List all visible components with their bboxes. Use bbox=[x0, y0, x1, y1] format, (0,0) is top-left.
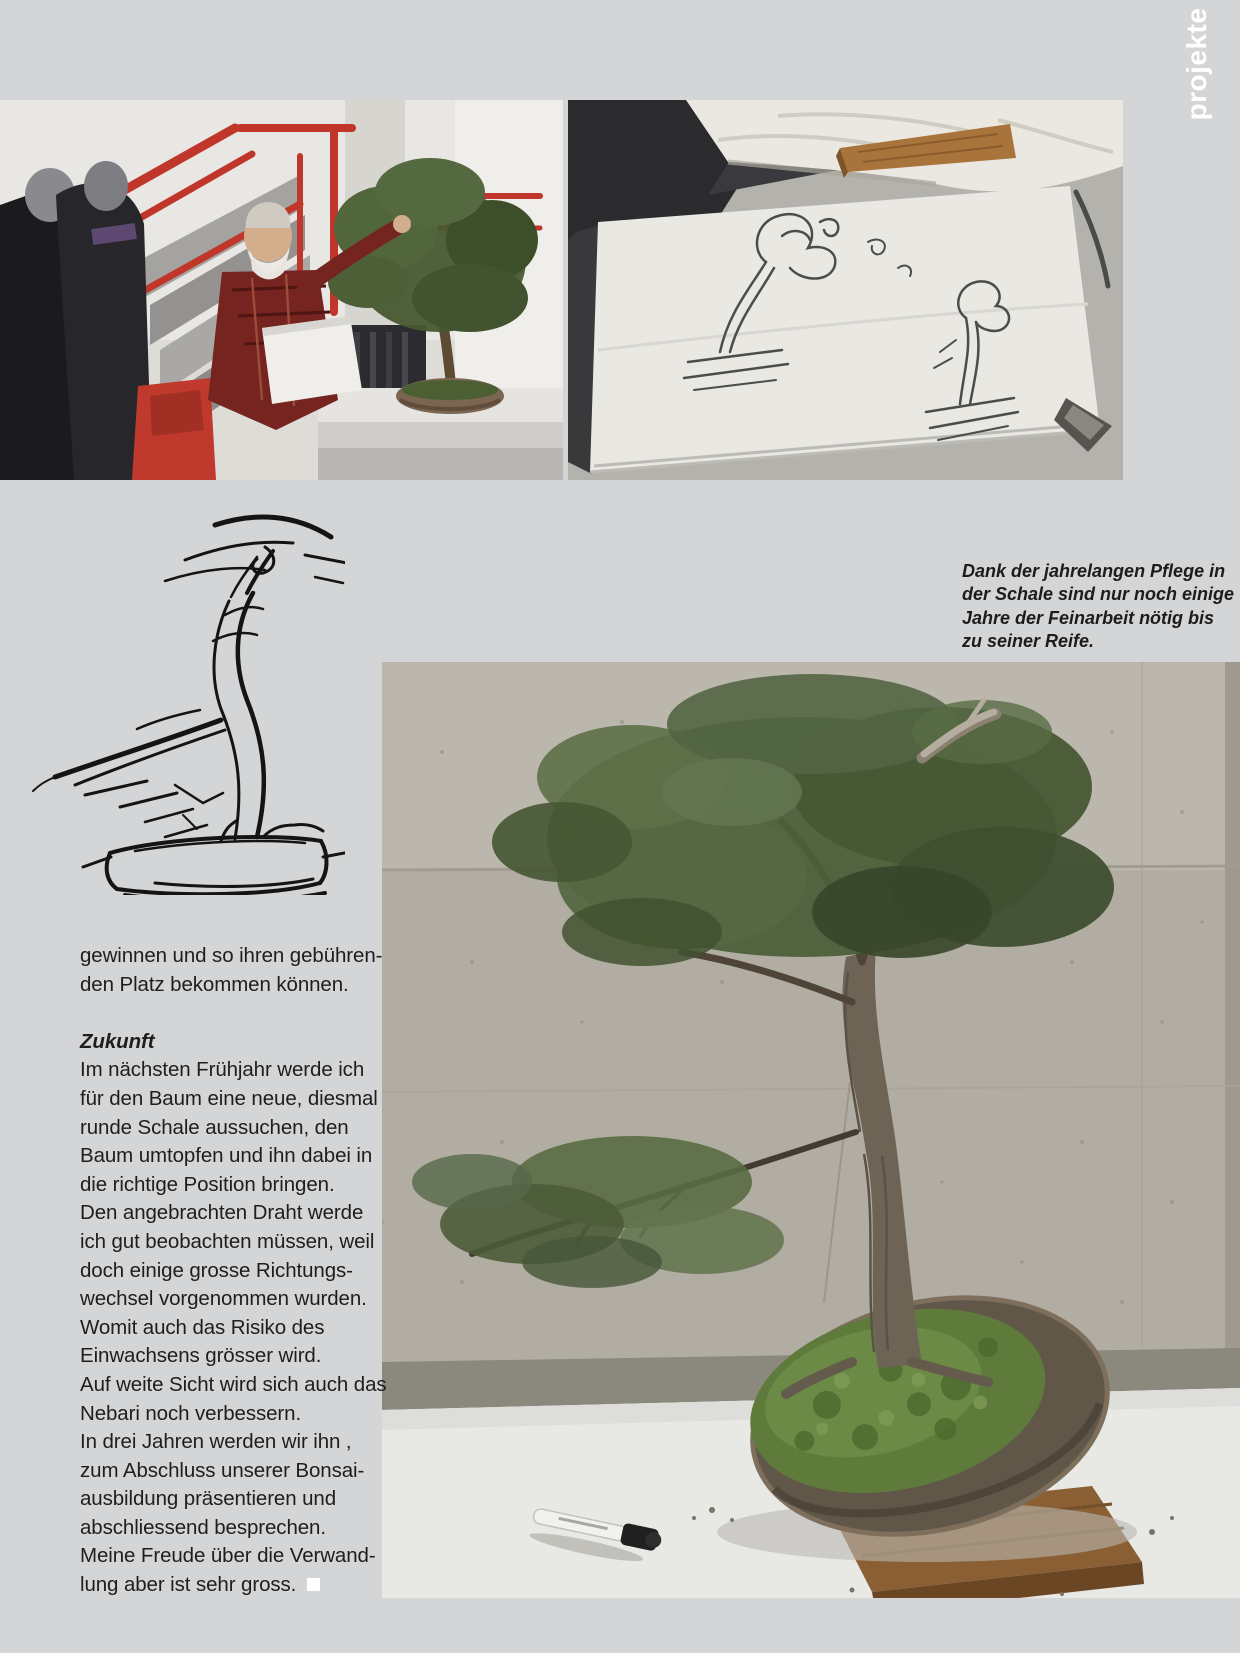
body-line: doch einige grosse Richtungs- bbox=[80, 1258, 353, 1282]
body-line: gewinnen und so ihren gebühren- bbox=[80, 944, 383, 967]
end-mark-square bbox=[307, 1578, 320, 1591]
body-line: wechsel vorgenommen wurden. bbox=[80, 1287, 367, 1311]
body-line: lung aber ist sehr gross. bbox=[80, 1573, 297, 1597]
red-chair bbox=[132, 378, 216, 480]
ink-design-sketch bbox=[25, 485, 345, 900]
photo-sketchpad-art bbox=[568, 100, 1123, 480]
body-line: Nebari noch verbessern. bbox=[80, 1401, 302, 1425]
body-line: Auf weite Sicht wird sich auch das bbox=[80, 1372, 387, 1396]
caption-line: Jahre der Feinarbeit nötig bis bbox=[962, 607, 1215, 628]
body-line: Im nächsten Frühjahr werde ich bbox=[80, 1058, 365, 1082]
wall-right-edge bbox=[1225, 662, 1240, 1372]
paragraph-spacer bbox=[80, 999, 392, 1028]
body-line: Baum umtopfen und ihn dabei in bbox=[80, 1144, 373, 1168]
photo-sketchpad bbox=[568, 100, 1123, 480]
body-line: Einwachsens grösser wird. bbox=[80, 1344, 322, 1368]
table-edge bbox=[318, 422, 563, 448]
body-text bbox=[80, 942, 392, 1600]
caption-line: Dank der jahrelangen Pflege in bbox=[962, 561, 1226, 581]
body-line: ausbildung präsentieren und bbox=[80, 1487, 337, 1511]
ink-design-sketch-art bbox=[25, 485, 345, 895]
photo-workshop-scene bbox=[0, 100, 563, 480]
sketch-strokes bbox=[33, 517, 345, 895]
body-line: den Platz bekommen können. bbox=[80, 972, 349, 996]
photo-workshop-scene-art bbox=[0, 100, 563, 480]
body-last-line bbox=[80, 1571, 392, 1600]
floor bbox=[318, 448, 563, 480]
caption-line: zu seiner Reife. bbox=[962, 630, 1095, 651]
body-line: abschliessend besprechen. bbox=[80, 1515, 326, 1539]
body-line: Meine Freude über die Verwand- bbox=[80, 1544, 376, 1568]
body-line: In drei Jahren werden wir ihn , bbox=[80, 1430, 352, 1454]
photo-bonsai-large bbox=[382, 662, 1240, 1598]
body-line: für den Baum eine neue, diesmal bbox=[80, 1086, 378, 1110]
side-label: projekte bbox=[1181, 7, 1212, 121]
section-heading: Zukunft bbox=[80, 1029, 155, 1053]
body-line: zum Abschluss unserer Bonsai- bbox=[80, 1458, 365, 1482]
body-line: die richtige Position bringen. bbox=[80, 1172, 335, 1196]
body-line: Womit auch das Risiko des bbox=[80, 1315, 325, 1339]
body-line: ich gut beobachten müssen, weil bbox=[80, 1229, 375, 1253]
caption-line: der Schale sind nur noch einige bbox=[962, 584, 1235, 605]
body-line: Den angebrachten Draht werde bbox=[80, 1201, 364, 1225]
photo-bonsai-large-art bbox=[382, 662, 1240, 1598]
photo-caption bbox=[962, 560, 1234, 653]
body-line: runde Schale aussuchen, den bbox=[80, 1115, 349, 1139]
